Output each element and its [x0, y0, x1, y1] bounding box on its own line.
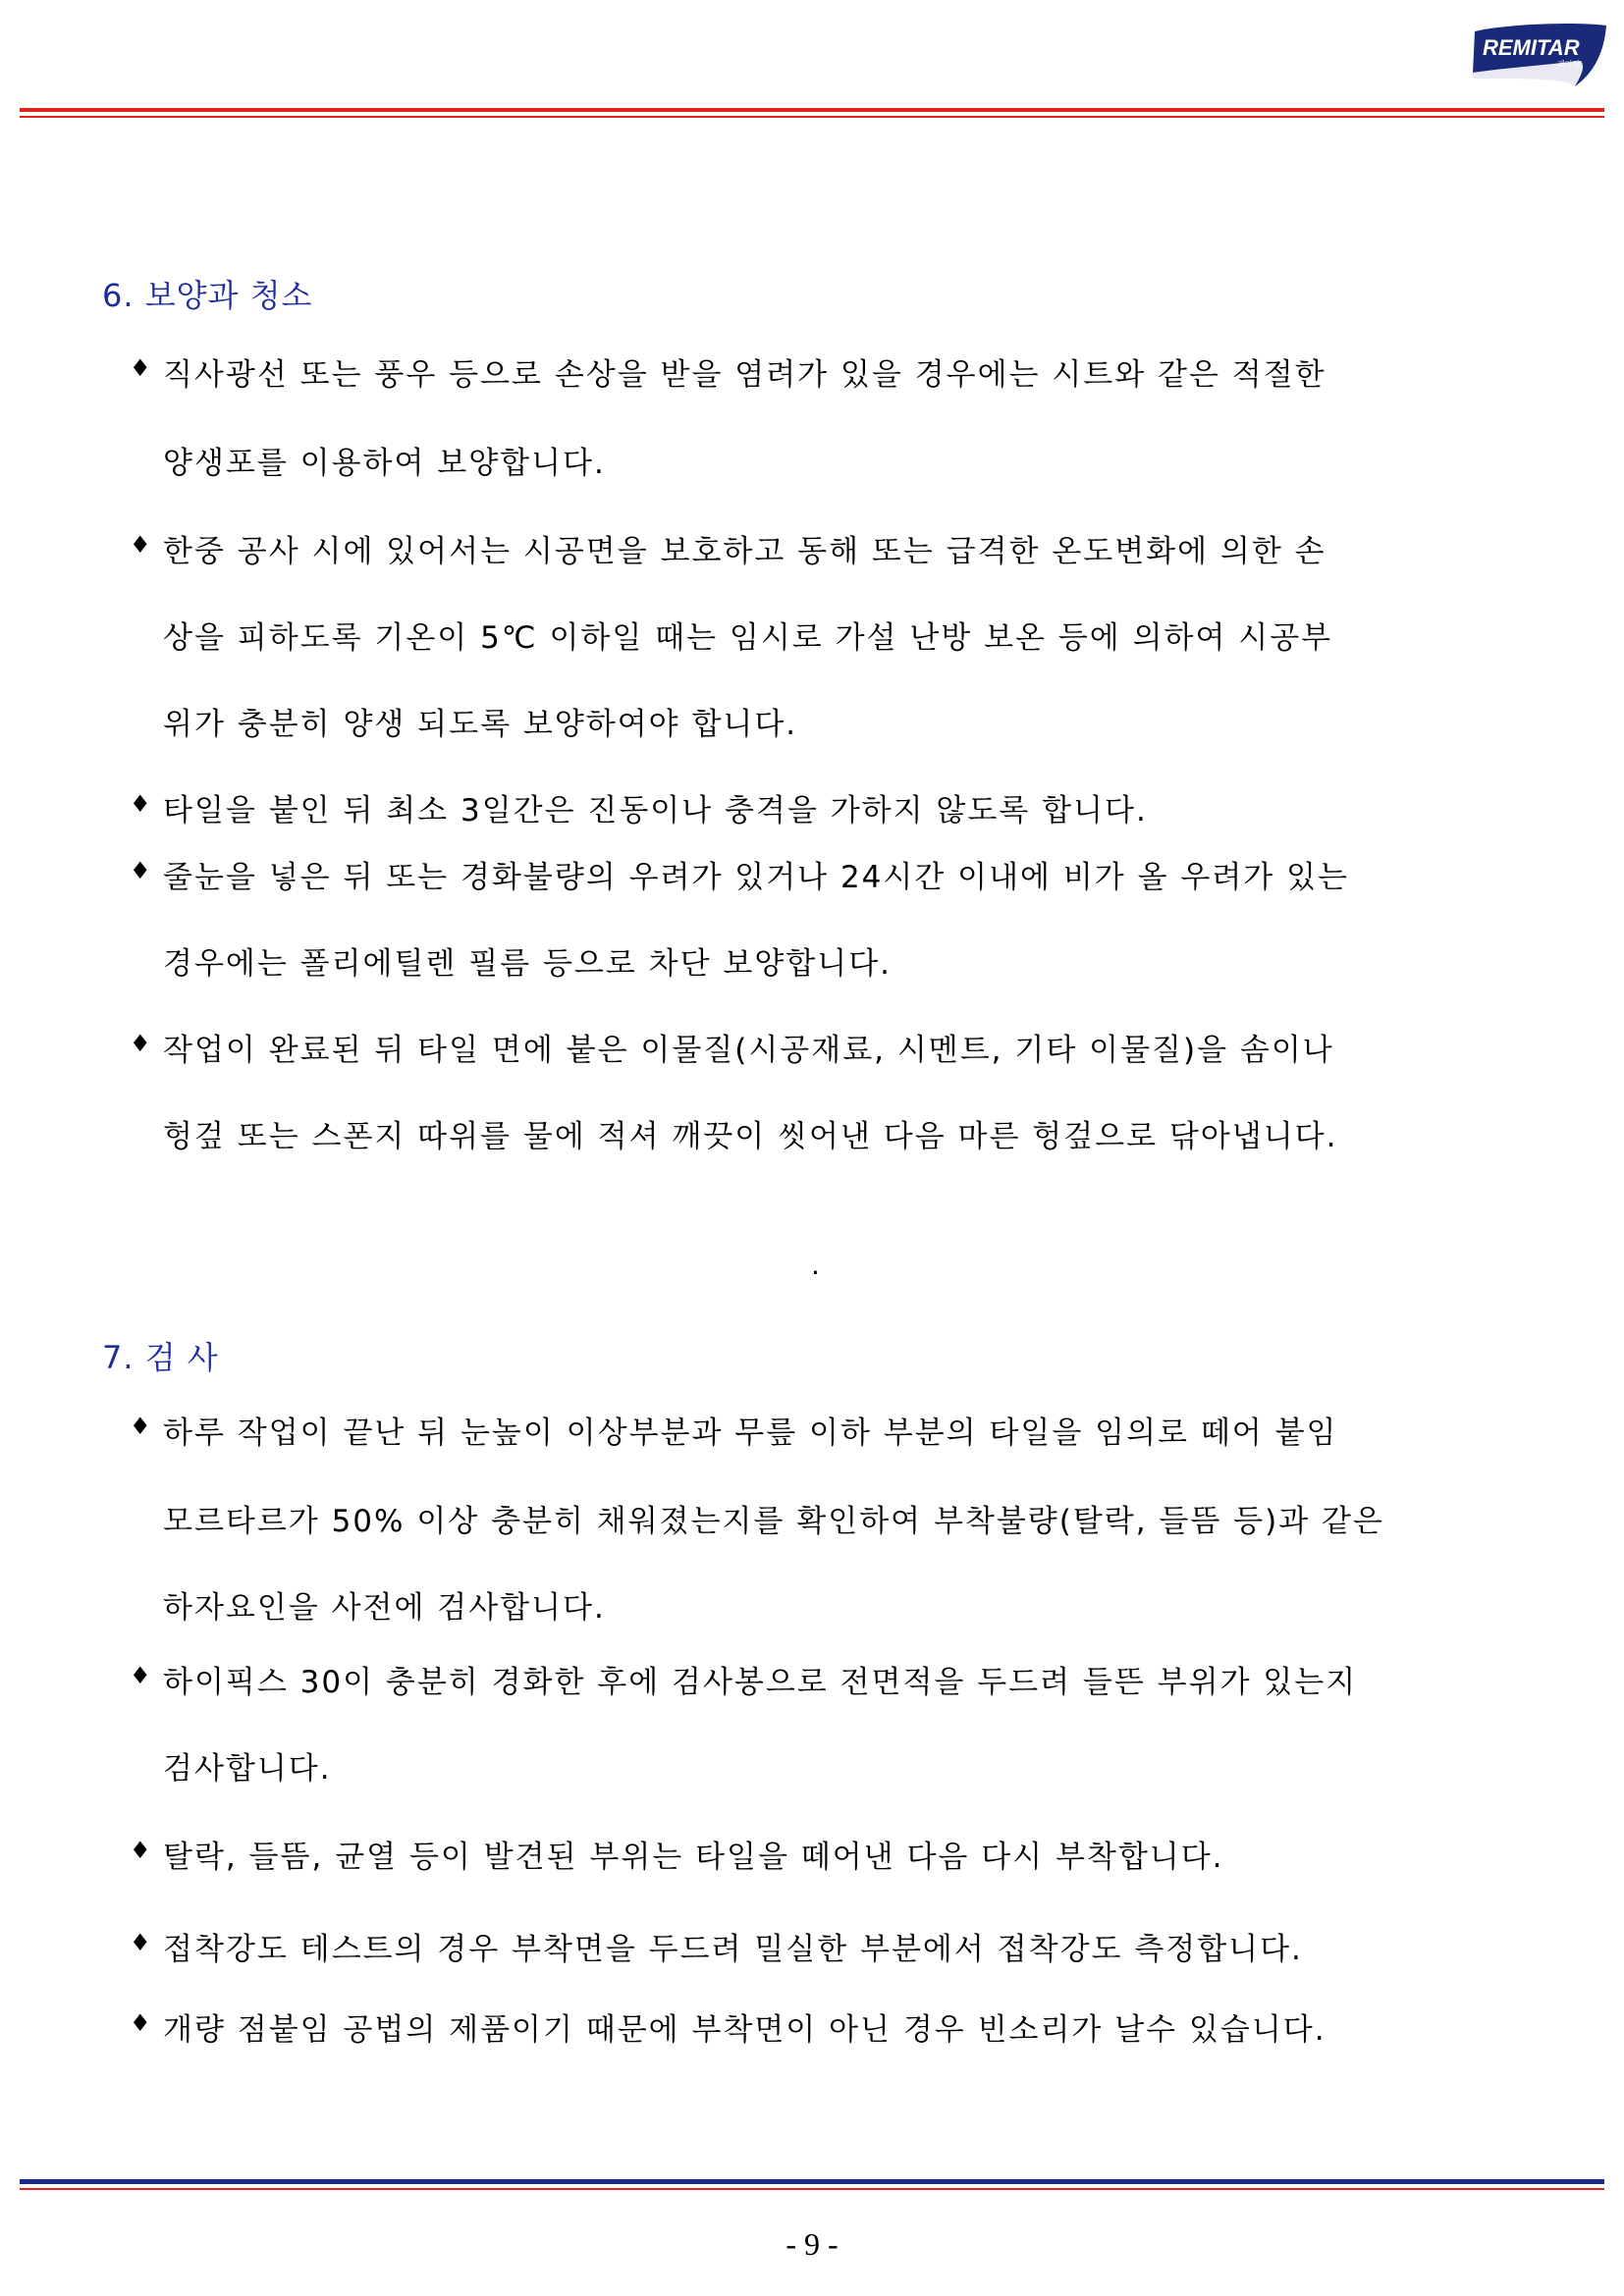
footer-rule	[20, 2179, 1604, 2184]
paragraph-line: 검사합니다.	[163, 1751, 332, 1787]
paragraph-line: 줄눈을 넣은 뒤 또는 경화불량의 우려가 있거나 24시간 이내에 비가 올 우려가 있는	[163, 860, 1349, 895]
bullet-icon: ♦	[130, 1662, 151, 1689]
paragraph-line: 직사광선 또는 풍우 등으로 손상을 받을 염려가 있을 경우에는 시트와 같은 적절한	[163, 357, 1326, 393]
bullet-icon: ♦	[130, 1030, 151, 1057]
paragraph-line: 작업이 완료된 뒤 타일 면에 붙은 이물질(시공재료, 시멘트, 기타 이물질)을 솜이나	[163, 1033, 1334, 1068]
header-rule	[20, 108, 1604, 112]
paragraph-line: 개량 점붙임 공법의 제품이기 때문에 부착면이 아닌 경우 빈소리가 날수 있습니다.	[163, 2012, 1326, 2048]
paragraph-line: 하이픽스 30이 충분히 경화한 후에 검사봉으로 전면적을 두드려 들뜬 부위가 있는지	[163, 1665, 1358, 1700]
bullet-icon: ♦	[130, 1413, 151, 1440]
paragraph-line: 양생포를 이용하여 보양합니다.	[163, 446, 606, 481]
paragraph-line: 헝겊 또는 스폰지 따위를 물에 적셔 깨끗이 씻어낸 다음 마른 헝겊으로 닦아냅니다.	[163, 1119, 1338, 1154]
section-title-protection-cleaning: 6. 보양과 청소	[102, 277, 313, 314]
paragraph-line: 타일을 붙인 뒤 최소 3일간은 진동이나 충격을 가하지 않도록 합니다.	[163, 793, 1148, 828]
bullet-icon: ♦	[130, 1929, 151, 1956]
bullet-icon: ♦	[130, 857, 151, 884]
bullet-icon: ♦	[130, 1837, 151, 1864]
remitar-logo	[1469, 22, 1608, 92]
svg-text:레미탈: 레미탈	[1557, 60, 1581, 69]
paragraph-line: 한중 공사 시에 있어서는 시공면을 보호하고 동해 또는 급격한 온도변화에 의한 손	[163, 534, 1326, 569]
paragraph-line: 경우에는 폴리에틸렌 필름 등으로 차단 보양합니다.	[163, 946, 892, 982]
header-rule-thin	[20, 116, 1604, 118]
separator-dot: .	[811, 1249, 820, 1281]
bullet-icon: ♦	[130, 354, 151, 382]
paragraph-line: 하루 작업이 끝난 뒤 눈높이 이상부분과 무릎 이하 부분의 타일을 임의로 떼어 붙임	[163, 1415, 1338, 1451]
paragraph-line: 위가 충분히 양생 되도록 보양하여야 합니다.	[163, 707, 798, 742]
footer-rule-thin	[20, 2188, 1604, 2190]
page-number: - 9 -	[785, 2226, 839, 2262]
bullet-icon: ♦	[130, 2009, 151, 2037]
paragraph-line: 하자요인을 사전에 검사합니다.	[163, 1590, 606, 1626]
paragraph-line: 모르타르가 50% 이상 충분히 채워졌는지를 확인하여 부착불량(탈락, 들뜸 등)과 같은	[163, 1504, 1384, 1539]
bullet-icon: ♦	[130, 531, 151, 559]
bullet-icon: ♦	[130, 790, 151, 818]
paragraph-line: 접착강도 테스트의 경우 부착면을 두드려 밀실한 부분에서 접착강도 측정합니다.	[163, 1932, 1303, 1967]
section-title-inspection: 7. 검 사	[102, 1339, 219, 1376]
paragraph-line: 탈락, 들뜸, 균열 등이 발견된 부위는 타일을 떼어낸 다음 다시 부착합니다.	[163, 1840, 1224, 1875]
svg-text:REMITAR: REMITAR	[1483, 35, 1580, 60]
paragraph-line: 상을 피하도록 기온이 5℃ 이하일 때는 임시로 가설 난방 보온 등에 의하여 시공부	[163, 620, 1333, 656]
